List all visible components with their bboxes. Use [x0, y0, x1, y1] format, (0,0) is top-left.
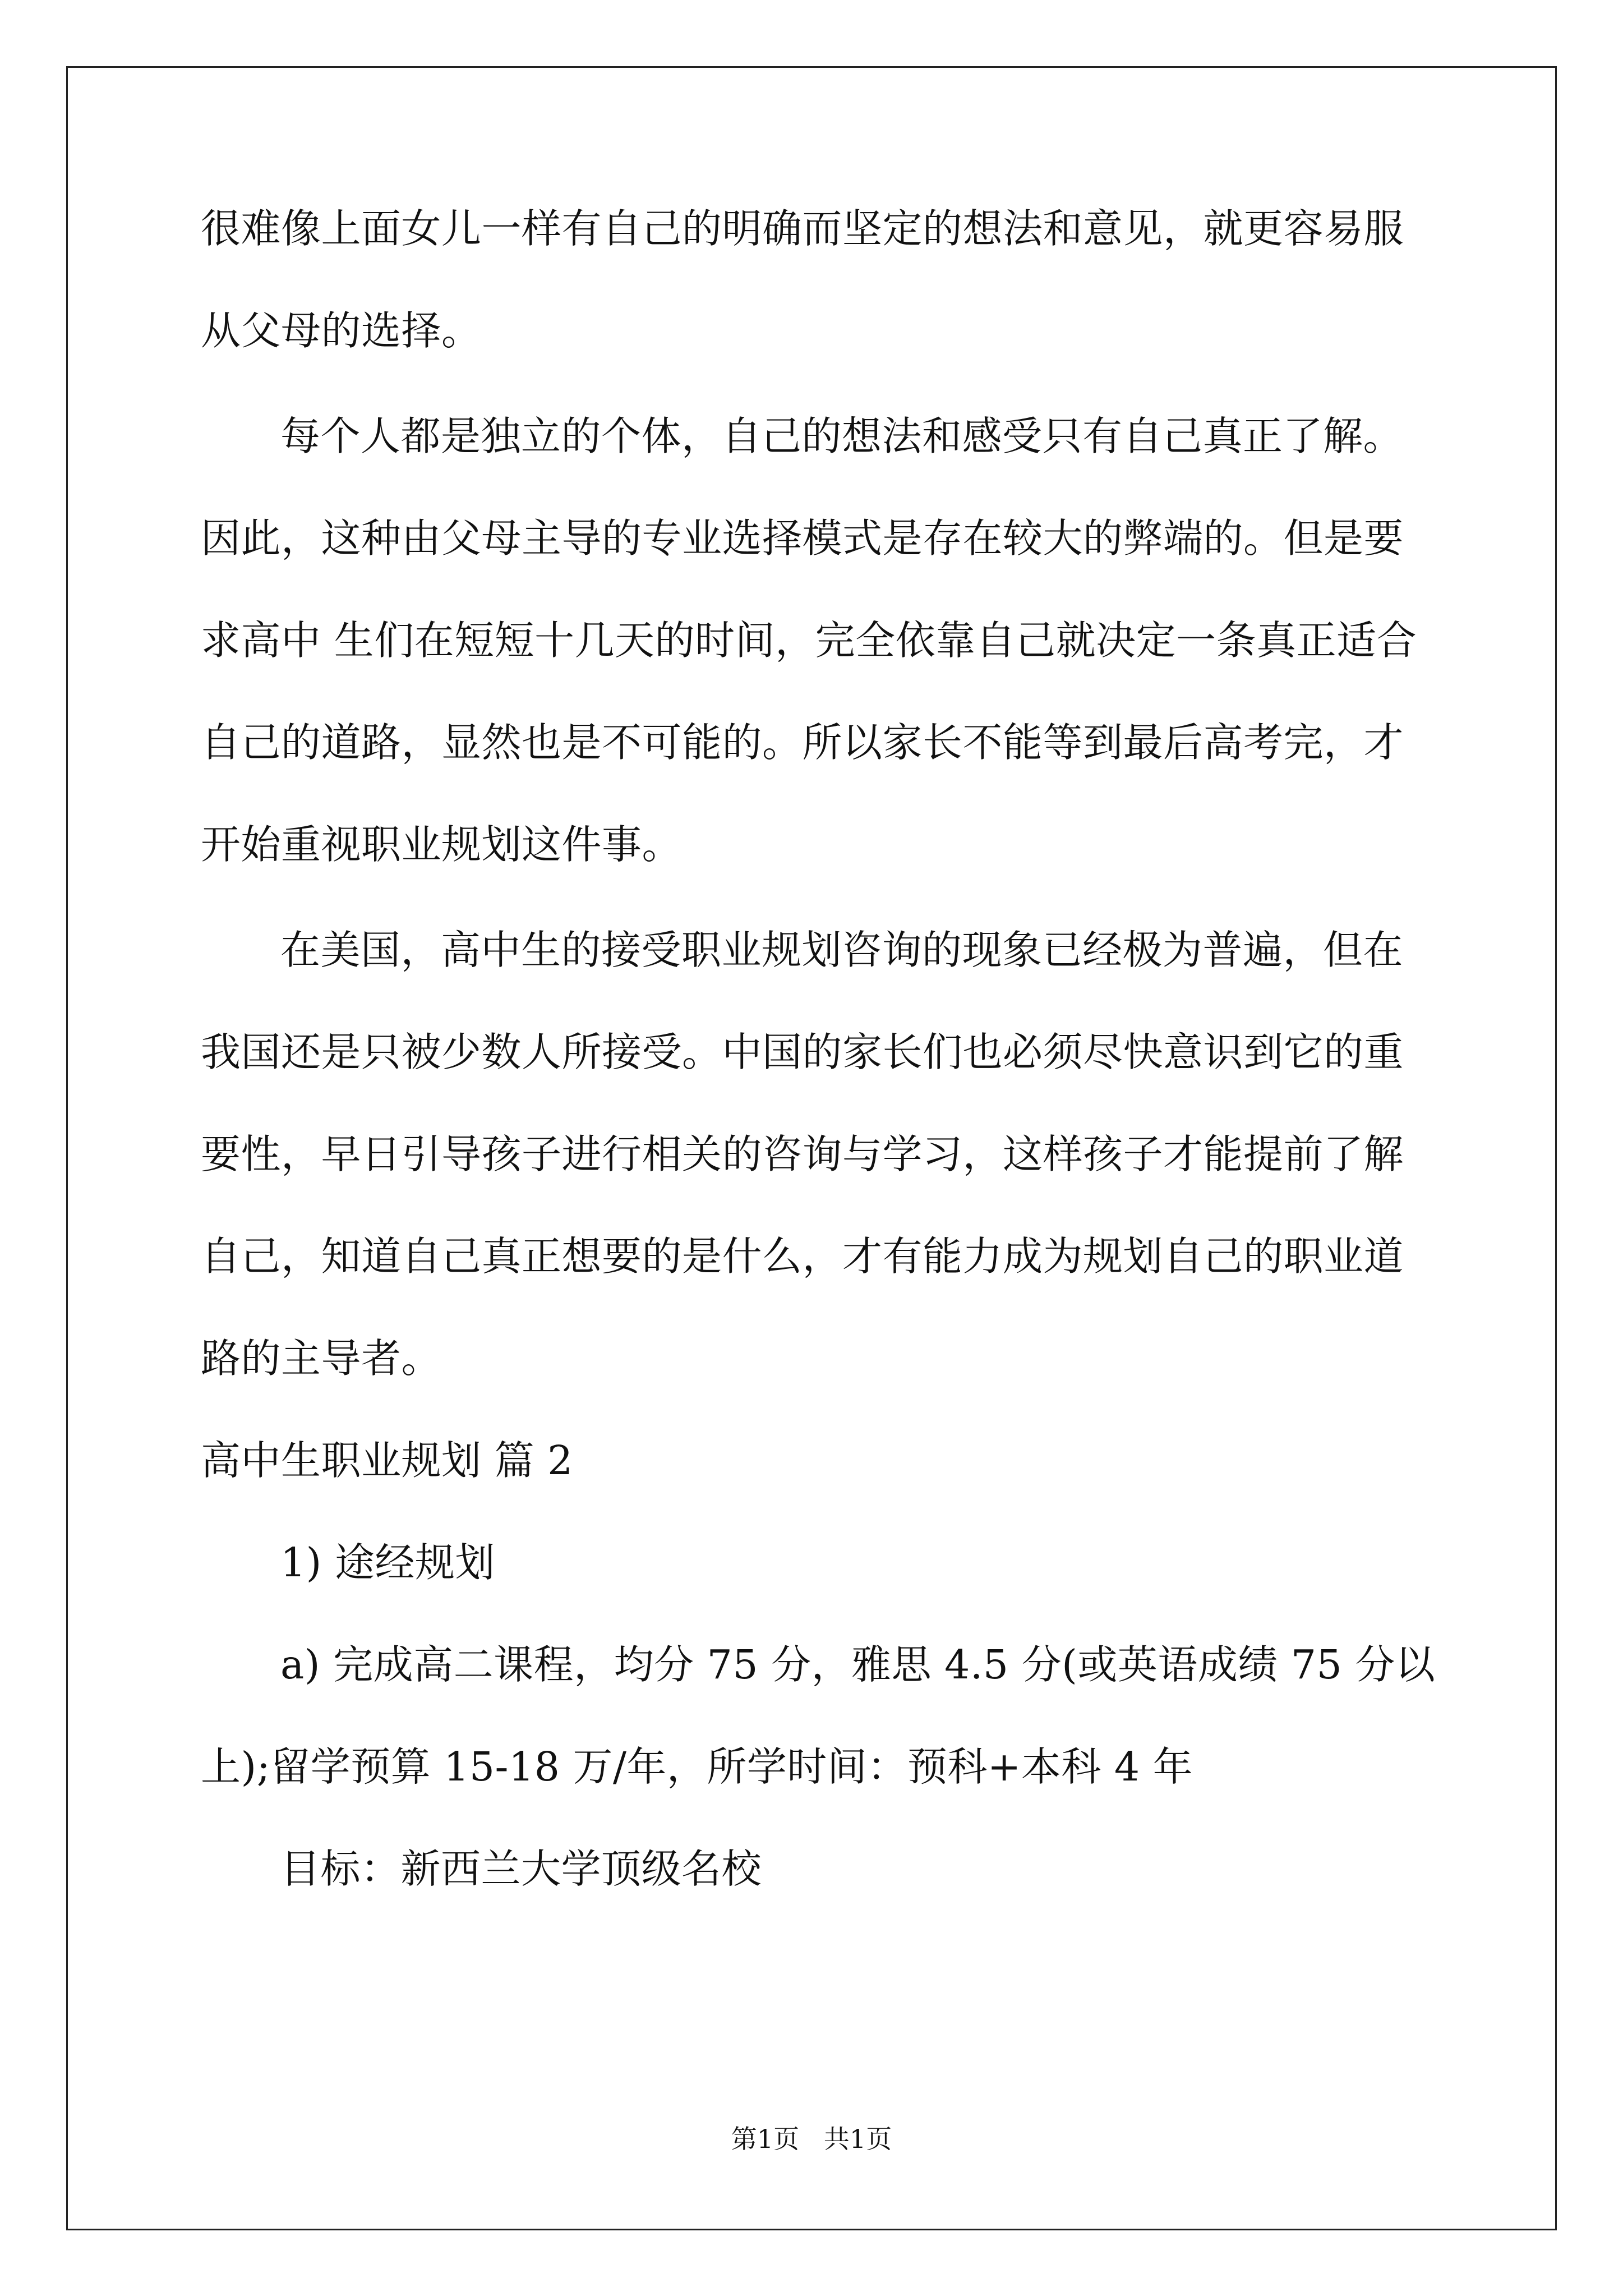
page-footer: 第1页 共1页	[731, 2124, 892, 2154]
text-line: 求高中 生们在短短十几天的时间，完全依靠自己就决定一条真正适合	[201, 617, 1417, 664]
text-line: 路的主导者。	[201, 1335, 442, 1382]
section-heading: 高中生职业规划 篇 2	[201, 1437, 573, 1484]
text-line: 自己的道路，显然也是不可能的。所以家长不能等到最后高考完，才	[201, 719, 1404, 766]
text-line: 开始重视职业规划这件事。	[201, 821, 683, 868]
text-line: 每个人都是独立的个体，自己的想法和感受只有自己真正了解。	[280, 413, 1404, 459]
list-item: 1) 途经规划	[280, 1539, 495, 1586]
text-line: 在美国，高中生的接受职业规划咨询的现象已经极为普遍，但在	[280, 927, 1404, 973]
list-item: a) 完成高二课程，均分 75 分，雅思 4.5 分(或英语成绩 75 分以	[280, 1641, 1436, 1688]
text-line: 很难像上面女儿一样有自己的明确而坚定的想法和意见，就更容易服	[201, 205, 1404, 252]
paragraph	[201, 205, 1404, 252]
paragraph	[201, 307, 482, 354]
text-line: 要性，早日引导孩子进行相关的咨询与学习，这样孩子才能提前了解	[201, 1131, 1404, 1177]
text-line: 从父母的选择。	[201, 307, 482, 354]
text-line: 因此，这种由父母主导的专业选择模式是存在较大的弊端的。但是要	[201, 515, 1404, 562]
text-line: 自己，知道自己真正想要的是什么，才有能力成为规划自己的职业道	[201, 1233, 1404, 1280]
text-line: 我国还是只被少数人所接受。中国的家长们也必须尽快意识到它的重	[201, 1029, 1404, 1075]
text-line: 上);留学预算 15-18 万/年，所学时间：预科+本科 4 年	[201, 1743, 1193, 1790]
text-line: 目标：新西兰大学顶级名校	[280, 1846, 762, 1892]
